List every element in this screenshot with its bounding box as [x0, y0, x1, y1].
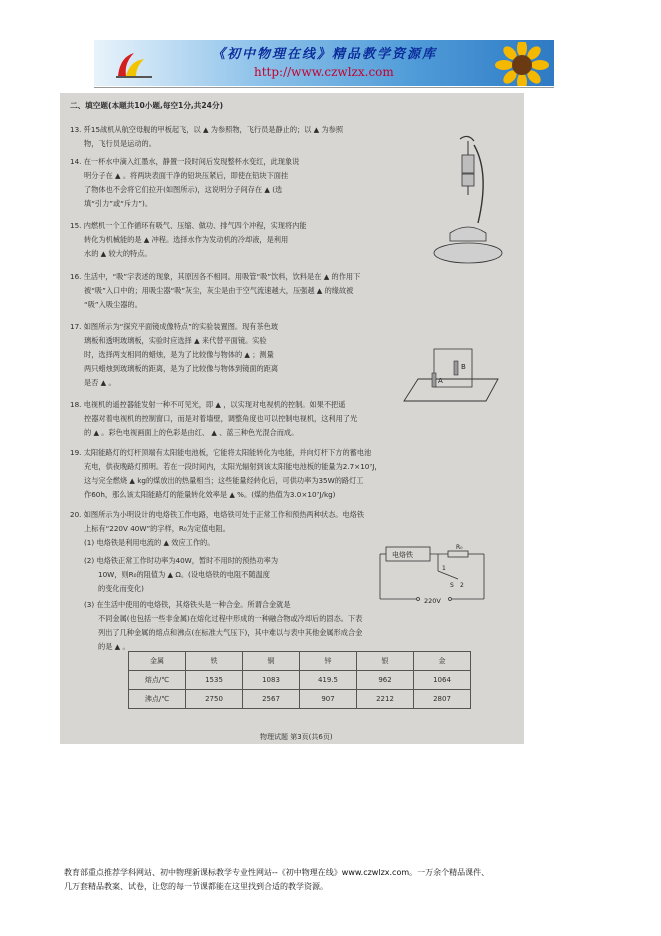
text-line: 控器对着电视机的控制窗口，而是对着墙壁，调整角度也可以控制电视机，这利用了光 [84, 414, 358, 423]
table-cell: 2807 [414, 690, 471, 709]
candle-a-label: A [438, 377, 443, 385]
text-line: 明分子在 ▲ 。将两块表面干净的铅块压紧后，即使在铅块下面挂 [84, 171, 289, 180]
resistor-label: R₀ [456, 544, 463, 551]
text-line: 填“引力”或“斥力”)。 [84, 199, 153, 208]
text-line: 时，选择两支相同的蜡烛，是为了比较像与物体的 ▲ ；测量 [84, 350, 274, 359]
table-header-row [129, 652, 471, 671]
exam-page-photo [60, 93, 524, 744]
text-line: 16. 生活中，“吸”字表述的现象，其原因各不相同。用吸管“吸”饮料，饮料是在 ▲ 的作用下 [70, 272, 361, 281]
text-line: 被“吸”入口中的；用吸尘器“吸”灰尘，灰尘是由于空气流速越大，压强越 ▲ 的缘故被 [84, 286, 354, 295]
table-row [129, 690, 471, 709]
text-line: 19. 太阳能路灯的灯杆顶端有太阳能电池板，它能将太阳能转化为电能，并向灯杆下方的蓄电池 [70, 448, 372, 457]
page-footer: 物理试题 第3页(共6页) [260, 733, 333, 741]
table-cell: 1064 [414, 671, 471, 690]
table-header-cell: 金 [414, 652, 471, 671]
node-1-label: 1 [442, 565, 446, 572]
switch-label: S [450, 582, 454, 589]
table-row [129, 671, 471, 690]
text-line: 20. 如图所示为小明设计的电烙铁工作电路，电烙铁可处于正常工作和预热两种状态。电烙铁 [70, 510, 365, 519]
section-heading: 二、填空题(本题共10小题,每空1分,共24分) [70, 101, 224, 110]
table-header-cell: 铁 [186, 652, 243, 671]
text-line: 列出了几种金属的熔点和沸点(在标准大气压下)，其中难以与表中其他金属形成合金 [98, 628, 363, 637]
text-line: “吸”入吸尘器的。 [84, 300, 142, 309]
text-line: 14. 在一杯水中滴入红墨水，静置一段时间后发现整杯水变红，此现象说 [70, 157, 300, 166]
text-line: 转化为机械能的是 ▲ 冲程。选择水作为发动机的冷却液，是利用 [84, 235, 289, 244]
text-line: (3) 在生活中使用的电烙铁，其烙铁头是一种合金。所谓合金就是 [84, 600, 291, 609]
table-cell: 沸点/℃ [129, 690, 186, 709]
text-line: 了物体也不会将它们拉开(如图所示)，这说明分子间存在 ▲ (选 [84, 185, 283, 194]
table-cell: 962 [357, 671, 414, 690]
table-header-cell: 铜 [243, 652, 300, 671]
header-rule [94, 87, 554, 88]
soldering-iron-circuit-diagram [376, 543, 494, 607]
text-line: 15. 内燃机一个工作循环有吸气、压缩、做功、排气四个冲程，实现将内能 [70, 221, 307, 230]
sunflower-icon [490, 42, 554, 86]
text-line: (1) 电烙铁是利用电流的 ▲ 效应工作的。 [84, 538, 215, 547]
table-cell: 2750 [186, 690, 243, 709]
text-line: (2) 电烙铁正常工作时功率为40W，暂时不用时的预热功率为 [84, 556, 279, 565]
metal-properties-table [128, 651, 471, 709]
text-line: 这与完全燃烧 ▲ kg的煤放出的热量相当；这些能量经转化后，可供功率为35W的路灯工 [84, 476, 364, 485]
text-line: 作60h，那么该太阳能路灯的能量转化效率是 ▲ %。(煤的热值为3.0×10⁷J/kg) [84, 490, 336, 499]
lead-block-stand-figure [428, 133, 512, 283]
circuit-device-label: 电烙铁 [392, 551, 413, 559]
text-line: 13. 歼15战机从航空母舰的甲板起飞，以 ▲ 为参照物，飞行员是静止的；以 ▲ 为参照 [70, 125, 344, 134]
site-banner [94, 40, 554, 86]
text-line: 水的 ▲ 较大的特点。 [84, 249, 152, 258]
text-line: 的是 ▲ 。 [98, 642, 130, 651]
plane-mirror-setup-figure [398, 331, 508, 403]
text-line: 18. 电视机的遥控器能发射一种不可见光，即 ▲ ，以实现对电视机的控制。如果不把遥 [70, 400, 346, 409]
text-line: 两只蜡烛到玻璃板的距离，是为了比较像与物体到镜面的距离 [84, 364, 279, 373]
text-line: 物，飞行员是运动的。 [84, 139, 156, 148]
site-promo-note [64, 866, 489, 894]
text-line: 是否 ▲ 。 [84, 378, 116, 387]
table-cell: 熔点/℃ [129, 671, 186, 690]
table-cell: 907 [300, 690, 357, 709]
promo-line: 教育部重点推荐学科网站、初中物理新课标教学专业性网站--《初中物理在线》www.czwlzx.com。一万余个精品课件、 [64, 868, 490, 877]
text-line: 的 ▲ 。彩色电视画面上的色彩是由红、 ▲ 、蓝三种色光混合而成。 [84, 428, 299, 437]
table-cell: 2567 [243, 690, 300, 709]
banner-url[interactable]: http://www.czwlzx.com [254, 65, 394, 79]
promo-line: 几万套精品教案、试卷，让您的每一节课都能在这里找到合适的教学资源。 [64, 882, 328, 891]
node-2-label: 2 [460, 582, 464, 589]
banner-title: 《初中物理在线》精品教学资源库 [212, 47, 438, 62]
voltage-label: 220V [424, 597, 441, 605]
table-header-cell: 银 [357, 652, 414, 671]
table-header-cell: 锌 [300, 652, 357, 671]
text-line: 不同金属(也包括一些非金属)在熔化过程中形成的一种融合物或冷却后的固态。下表 [98, 614, 363, 623]
table-cell: 1535 [186, 671, 243, 690]
candle-b-label: B [461, 363, 466, 371]
table-cell: 2212 [357, 690, 414, 709]
text-line: 的变化而变化) [98, 584, 144, 593]
table-cell: 419.5 [300, 671, 357, 690]
table-cell: 1083 [243, 671, 300, 690]
site-logo-icon [114, 49, 154, 79]
text-line: 10W，则R₀的阻值为 ▲ Ω。(设电烙铁的电阻不随温度 [98, 570, 270, 579]
text-line: 17. 如图所示为“探究平面镜成像特点”的实验装置图。现有茶色玻 [70, 322, 279, 331]
text-line: 璃板和透明玻璃板，实验时应选择 ▲ 来代替平面镜。实验 [84, 336, 267, 345]
table-header-cell: 金属 [129, 652, 186, 671]
text-line: 上标有“220V 40W”的字样，R₀为定值电阻。 [84, 524, 230, 533]
text-line: 充电，供夜晚路灯照明。若在一段时间内，太阳光辐射到该太阳能电池板的能量为2.7×10⁷J， [84, 462, 382, 471]
